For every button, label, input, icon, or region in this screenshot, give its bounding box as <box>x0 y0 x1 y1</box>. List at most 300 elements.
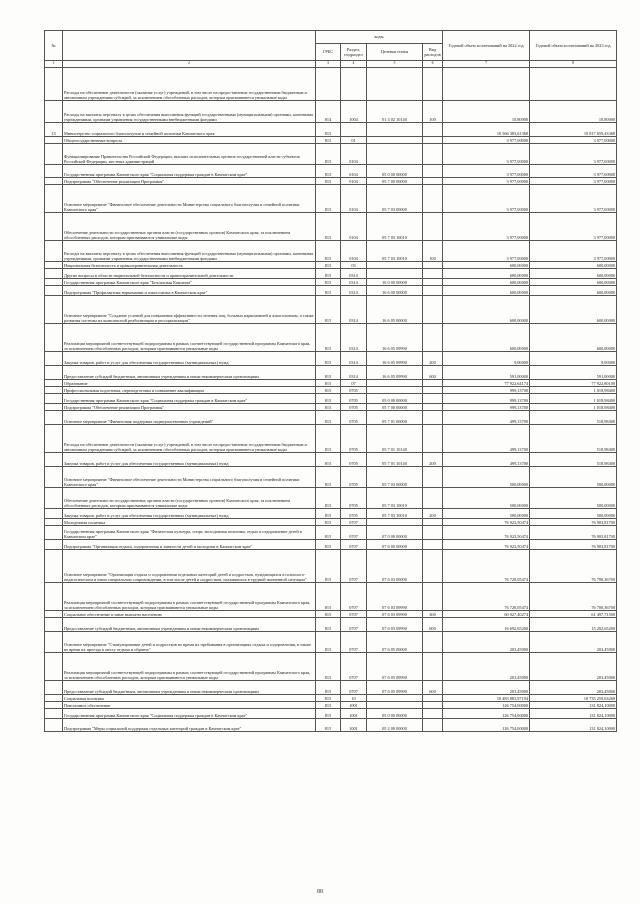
row-grbs: 815 <box>316 583 341 611</box>
row-target-article: 05 0 00 00000 <box>367 394 423 404</box>
row-sum-2022: 499,13700 <box>443 411 530 425</box>
row-grbs: 815 <box>316 241 341 262</box>
header-index-4: 4 <box>341 61 367 68</box>
row-name: Предоставление субсидий бюджетным, автономным учреждениям и иным некоммерческим организациям <box>63 618 316 632</box>
row-expense-type <box>423 165 443 178</box>
header-index-8: 8 <box>530 61 617 68</box>
table-row <box>45 611 617 618</box>
row-target-article: 07 6 00 00000 <box>367 540 423 550</box>
table-row <box>45 123 617 137</box>
row-sum-2023: 203,45000 <box>530 632 617 653</box>
row-grbs: 814 <box>316 101 341 123</box>
row-number <box>45 467 63 488</box>
row-sum-2023: 3 977,00000 <box>530 213 617 241</box>
row-name: Основное мероприятие "Финансовое обеспечение деятельности Министерства социального благополучия и семейной политики Камчатского края" <box>63 185 316 213</box>
row-sum-2022: 10,80000 <box>443 101 530 123</box>
row-number <box>45 387 63 394</box>
row-grbs: 815 <box>316 324 341 352</box>
row-grbs: 815 <box>316 123 341 137</box>
row-grbs: 815 <box>316 467 341 488</box>
row-sum-2022: 999,13700 <box>443 387 530 394</box>
row-number <box>45 404 63 411</box>
row-razdel: 0104 <box>341 213 367 241</box>
row-number <box>45 296 63 324</box>
row-sum-2023: 600,00000 <box>530 324 617 352</box>
row-sum-2022 <box>443 68 530 101</box>
row-expense-type <box>423 719 443 732</box>
row-expense-type <box>423 279 443 286</box>
row-grbs: 815 <box>316 137 341 144</box>
row-expense-type <box>423 380 443 387</box>
row-sum-2022: 499,13700 <box>443 425 530 453</box>
table-row <box>45 618 617 632</box>
header-grbs: ГРБС <box>316 44 341 61</box>
row-target-article: 16 6 00 00000 <box>367 286 423 296</box>
row-name: Образование <box>63 380 316 387</box>
row-grbs: 815 <box>316 540 341 550</box>
row-target-article: 07 6 05 00000 <box>367 632 423 653</box>
row-grbs: 815 <box>316 488 341 509</box>
row-target-article <box>367 380 423 387</box>
row-number <box>45 611 63 618</box>
row-grbs: 815 <box>316 653 341 681</box>
row-target-article <box>367 123 423 137</box>
row-grbs: 815 <box>316 262 341 269</box>
row-number <box>45 632 63 653</box>
row-razdel: 03 <box>341 262 367 269</box>
row-target-article <box>367 695 423 702</box>
row-expense-type <box>423 269 443 279</box>
row-sum-2022: 600,00000 <box>443 324 530 352</box>
row-razdel: 1001 <box>341 709 367 719</box>
row-number <box>45 453 63 467</box>
row-expense-type <box>423 702 443 709</box>
row-sum-2022: 591,00000 <box>443 366 530 380</box>
row-target-article: 07 6 05 09990 <box>367 681 423 695</box>
row-sum-2022: 3 977,00000 <box>443 185 530 213</box>
row-sum-2023: 10,80000 <box>530 101 617 123</box>
row-sum-2022: 600,00000 <box>443 279 530 286</box>
row-sum-2023: 1 018,98400 <box>530 387 617 394</box>
row-grbs: 815 <box>316 144 341 165</box>
row-expense-type <box>423 488 443 509</box>
row-name: Государственная программа Камчатского края "Социальная поддержка граждан в Камчатском крае" <box>63 165 316 178</box>
table-row <box>45 178 617 185</box>
row-razdel: 1001 <box>341 719 367 732</box>
row-expense-type <box>423 394 443 404</box>
row-target-article: 05 7 03 10010 <box>367 488 423 509</box>
row-name: Закупка товаров, работ и услуг для обеспечения государственных (муниципальных) нужд <box>63 509 316 519</box>
row-sum-2022: 76 720,05474 <box>443 583 530 611</box>
row-expense-type: 600 <box>423 681 443 695</box>
row-target-article <box>367 68 423 101</box>
row-target-article: 16 0 00 00000 <box>367 279 423 286</box>
row-expense-type: 300 <box>423 611 443 618</box>
row-number <box>45 380 63 387</box>
row-expense-type <box>423 526 443 540</box>
row-name: Другие вопросы в области национальной безопасности и правоохранительной деятельности <box>63 269 316 279</box>
row-razdel: 0104 <box>341 165 367 178</box>
row-expense-type <box>423 550 443 583</box>
table-row <box>45 488 617 509</box>
row-number <box>45 425 63 453</box>
row-number <box>45 366 63 380</box>
row-number <box>45 213 63 241</box>
header-index-1: 1 <box>45 61 63 68</box>
table-row <box>45 101 617 123</box>
row-expense-type <box>423 519 443 526</box>
row-sum-2023: 131 824,10000 <box>530 709 617 719</box>
row-name: Подпрограмма "Меры социальной поддержки отдельных категорий граждан в Камчатском крае" <box>63 719 316 732</box>
page-number: 88 <box>317 889 323 895</box>
table-row <box>45 137 617 144</box>
row-name: Государственная программа Камчатского края "Социальная поддержка граждан в Камчатском крае" <box>63 709 316 719</box>
row-target-article: 16 6 05 00000 <box>367 296 423 324</box>
row-name: Подпрограмма "Профилактика наркомании и алкоголизма в Камчатском крае" <box>63 286 316 296</box>
row-sum-2022: 999,13700 <box>443 394 530 404</box>
row-target-article: 05 2 00 00000 <box>367 719 423 732</box>
header-sum-2023: Годовой объем ассигнований на 2023 год <box>530 31 617 61</box>
table-row <box>45 213 617 241</box>
table-row <box>45 144 617 165</box>
row-sum-2022: 126 754,00000 <box>443 702 530 709</box>
header-vid: Вид расходов <box>423 44 443 61</box>
row-sum-2023: 591,00000 <box>530 366 617 380</box>
row-target-article: 16 6 05 09990 <box>367 352 423 366</box>
row-grbs: 815 <box>316 618 341 632</box>
row-grbs: 815 <box>316 296 341 324</box>
row-target-article: 05 7 03 10010 <box>367 213 423 241</box>
header-index-5: 5 <box>367 61 423 68</box>
row-sum-2022: 600,00000 <box>443 296 530 324</box>
row-sum-2022: 500,00000 <box>443 488 530 509</box>
row-target-article <box>367 137 423 144</box>
row-sum-2023: 76 700,36700 <box>530 550 617 583</box>
row-razdel: 0314 <box>341 296 367 324</box>
row-expense-type <box>423 404 443 411</box>
row-number <box>45 509 63 519</box>
row-sum-2023: 15 202,65200 <box>530 618 617 632</box>
row-expense-type: 100 <box>423 101 443 123</box>
table-row <box>45 324 617 352</box>
row-name: Подпрограмма "Обеспечение реализации Программы" <box>63 178 316 185</box>
row-sum-2022: 60 027,40274 <box>443 611 530 618</box>
table-row <box>45 653 617 681</box>
row-sum-2023: 518,98400 <box>530 453 617 467</box>
row-name: Подпрограмма "Обеспечение реализации Программы" <box>63 404 316 411</box>
row-expense-type: 200 <box>423 352 443 366</box>
row-razdel: 07 <box>341 380 367 387</box>
row-sum-2022: 9,00000 <box>443 352 530 366</box>
table-row <box>45 453 617 467</box>
row-name: Пенсионное обеспечение <box>63 702 316 709</box>
row-name: Государственная программа Камчатского края "Социальная поддержка граждан в Камчатском крае" <box>63 394 316 404</box>
row-grbs: 815 <box>316 611 341 618</box>
row-sum-2023: 1 018,98400 <box>530 404 617 411</box>
row-number <box>45 185 63 213</box>
row-razdel: 0705 <box>341 411 367 425</box>
row-razdel <box>341 68 367 101</box>
row-sum-2022: 10 483 883,97194 <box>443 695 530 702</box>
row-grbs: 815 <box>316 550 341 583</box>
row-name: Реализация мероприятий соответствующей подпрограммы в рамках соответствующей государственной программы Камчатского края, за исключением обособленных расходов, которым присваиваются уникальные коды <box>63 324 316 352</box>
row-sum-2022: 3 977,00000 <box>443 144 530 165</box>
row-expense-type: 200 <box>423 453 443 467</box>
row-expense-type <box>423 185 443 213</box>
row-expense-type <box>423 653 443 681</box>
table-row <box>45 380 617 387</box>
row-razdel: 0707 <box>341 618 367 632</box>
row-razdel: 0314 <box>341 269 367 279</box>
row-razdel: 0104 <box>341 241 367 262</box>
row-name: Основное мероприятие "Финансовая поддержка подведомственных учреждений" <box>63 411 316 425</box>
row-target-article <box>367 144 423 165</box>
table-row <box>45 550 617 583</box>
row-name: Основное мероприятие "Создание условий для повышения эффективности лечения лиц, больных наркоманией и алкоголизмом, а также развития системы их комплексной реабилитации и ресоциализации" <box>63 296 316 324</box>
row-razdel <box>341 123 367 137</box>
row-sum-2023: 3 977,00000 <box>530 185 617 213</box>
row-grbs: 815 <box>316 681 341 695</box>
row-grbs: 815 <box>316 702 341 709</box>
row-expense-type <box>423 467 443 488</box>
header-index-2: 2 <box>63 61 316 68</box>
row-sum-2023: 76 700,36700 <box>530 583 617 611</box>
row-name: Общегосударственные вопросы <box>63 137 316 144</box>
row-sum-2023: 76 903,81700 <box>530 519 617 526</box>
row-number <box>45 653 63 681</box>
header-number: № <box>45 31 63 61</box>
row-razdel: 01 <box>341 137 367 144</box>
row-target-article: 05 7 01 10140 <box>367 425 423 453</box>
row-name: Государственная программа Камчатского края "Безопасная Камчатка" <box>63 279 316 286</box>
header-target: Целевая статья <box>367 44 423 61</box>
row-name: Обеспечение деятельности государственных органов власти (государственных органов) Камчатского края, за исключением обособленных расходов, которым присваиваются уникальные коды <box>63 488 316 509</box>
row-grbs: 815 <box>316 394 341 404</box>
row-razdel: 0707 <box>341 653 367 681</box>
table-row <box>45 269 617 279</box>
row-number <box>45 262 63 269</box>
row-grbs: 815 <box>316 404 341 411</box>
table-row <box>45 352 617 366</box>
row-target-article <box>367 262 423 269</box>
row-expense-type <box>423 137 443 144</box>
row-target-article: 05 7 03 00000 <box>367 467 423 488</box>
row-expense-type <box>423 144 443 165</box>
row-sum-2023: 77 922,80100 <box>530 380 617 387</box>
row-sum-2022: 3 977,00000 <box>443 213 530 241</box>
row-sum-2023: 1 018,98400 <box>530 394 617 404</box>
row-name: Расходы на выплаты персоналу в целях обеспечения выполнения функций государственными (муниципальными) органами, казенными учреждениями, органами управления государственными внебюджетными фондами <box>63 241 316 262</box>
row-target-article: 05 0 00 00000 <box>367 165 423 178</box>
row-name: Реализация мероприятий соответствующей подпрограммы в рамках соответствующей государственной программы Камчатского края, за исключением обособленных расходов, которым присваиваются уникальные коды <box>63 583 316 611</box>
row-grbs <box>316 68 341 101</box>
table-row <box>45 404 617 411</box>
row-target-article <box>367 269 423 279</box>
row-sum-2023: 518,98400 <box>530 411 617 425</box>
row-grbs: 815 <box>316 178 341 185</box>
row-razdel: 0707 <box>341 611 367 618</box>
row-sum-2023: 10 735 259,63268 <box>530 695 617 702</box>
row-name: Закупка товаров, работ и услуг для обеспечения государственных (муниципальных) нужд <box>63 352 316 366</box>
row-razdel: 1001 <box>341 702 367 709</box>
row-expense-type <box>423 123 443 137</box>
row-sum-2023: 3 977,00000 <box>530 241 617 262</box>
row-sum-2023: 3 977,00000 <box>530 178 617 185</box>
row-name: Закупка товаров, работ и услуг для обеспечения государственных (муниципальных) нужд <box>63 453 316 467</box>
row-name: Министерство социального благополучия и семейной политики Камчатского края <box>63 123 316 137</box>
row-number <box>45 324 63 352</box>
table-row <box>45 632 617 653</box>
row-number <box>45 681 63 695</box>
row-sum-2022: 203,45000 <box>443 653 530 681</box>
row-target-article: 07 0 00 00000 <box>367 526 423 540</box>
row-razdel: 0104 <box>341 185 367 213</box>
row-number <box>45 279 63 286</box>
row-sum-2022: 76 720,05474 <box>443 550 530 583</box>
row-number <box>45 488 63 509</box>
row-grbs: 815 <box>316 453 341 467</box>
row-razdel: 0705 <box>341 467 367 488</box>
row-sum-2022: 500,00000 <box>443 467 530 488</box>
row-sum-2022: 76 923,50474 <box>443 540 530 550</box>
row-grbs: 815 <box>316 366 341 380</box>
row-grbs: 815 <box>316 632 341 653</box>
table-row <box>45 411 617 425</box>
row-name: Реализация мероприятий соответствующей подпрограммы в рамках соответствующей государственной программы Камчатского края, за исключением обособленных расходов, которым присваиваются уникальные коды <box>63 653 316 681</box>
row-number <box>45 137 63 144</box>
budget-table <box>44 30 617 732</box>
row-expense-type: 600 <box>423 366 443 380</box>
row-grbs: 815 <box>316 425 341 453</box>
table-row <box>45 394 617 404</box>
row-razdel: 0707 <box>341 540 367 550</box>
row-razdel: 0705 <box>341 404 367 411</box>
row-sum-2023: 61 497,71500 <box>530 611 617 618</box>
header-codes: коды <box>316 31 443 44</box>
row-grbs: 815 <box>316 213 341 241</box>
row-expense-type <box>423 540 443 550</box>
row-name: Социальное обеспечение и иные выплаты населению <box>63 611 316 618</box>
row-expense-type: 200 <box>423 509 443 519</box>
row-grbs: 815 <box>316 269 341 279</box>
row-razdel: 0705 <box>341 387 367 394</box>
table-row <box>45 387 617 394</box>
row-razdel: 0314 <box>341 286 367 296</box>
row-razdel: 0707 <box>341 526 367 540</box>
row-target-article: 05 7 01 10140 <box>367 453 423 467</box>
row-target-article: 07 6 03 09990 <box>367 618 423 632</box>
table-row <box>45 583 617 611</box>
row-number <box>45 719 63 732</box>
row-name: Основное мероприятие "Стимулирование детей и подростков во время их пребывания в организациях отдыха и оздоровления, в также во время их проезда к месту отдыха и обратно" <box>63 632 316 653</box>
row-target-article: 05 7 03 10010 <box>367 241 423 262</box>
table-row <box>45 425 617 453</box>
header-index-3: 3 <box>316 61 341 68</box>
row-sum-2023: 600,00000 <box>530 269 617 279</box>
row-grbs: 815 <box>316 509 341 519</box>
row-razdel: 0707 <box>341 681 367 695</box>
table-row <box>45 467 617 488</box>
row-razdel: 10 <box>341 695 367 702</box>
row-number <box>45 286 63 296</box>
row-sum-2023: 600,00000 <box>530 279 617 286</box>
row-sum-2023 <box>530 68 617 101</box>
row-sum-2023: 518,98400 <box>530 425 617 453</box>
row-target-article: 05 7 00 00000 <box>367 404 423 411</box>
row-sum-2022: 10 566 383,61368 <box>443 123 530 137</box>
row-sum-2023: 203,45000 <box>530 681 617 695</box>
row-target-article: 01 4 02 10140 <box>367 101 423 123</box>
row-sum-2023: 3 977,00000 <box>530 165 617 178</box>
row-target-article: 05 0 00 00000 <box>367 709 423 719</box>
row-expense-type <box>423 286 443 296</box>
row-sum-2022: 999,13700 <box>443 404 530 411</box>
row-target-article: 07 6 03 09990 <box>367 583 423 611</box>
row-grbs: 815 <box>316 165 341 178</box>
row-expense-type <box>423 68 443 101</box>
row-sum-2022: 3 977,00000 <box>443 178 530 185</box>
table-row <box>45 695 617 702</box>
row-target-article: 07 6 03 09990 <box>367 611 423 618</box>
row-number <box>45 241 63 262</box>
row-target-article: 05 7 03 00000 <box>367 185 423 213</box>
row-sum-2023: 600,00000 <box>530 296 617 324</box>
row-razdel: 0104 <box>341 178 367 185</box>
row-expense-type <box>423 296 443 324</box>
row-name: Основное мероприятие "Финансовое обеспечение деятельности Министерства социального благополучия и семейной политики Камчатского края" <box>63 467 316 488</box>
row-sum-2023: 76 903,81700 <box>530 540 617 550</box>
row-sum-2022: 3 977,00000 <box>443 137 530 144</box>
row-sum-2022: 499,13700 <box>443 453 530 467</box>
row-sum-2023: 10 817 659,43368 <box>530 123 617 137</box>
row-number <box>45 165 63 178</box>
row-razdel: 0314 <box>341 366 367 380</box>
row-sum-2023: 131 824,10000 <box>530 702 617 709</box>
header-razdel: Раздел, подраздел <box>341 44 367 61</box>
row-grbs: 815 <box>316 387 341 394</box>
row-razdel: 0705 <box>341 488 367 509</box>
row-name: Расходы на выплаты персоналу в целях обеспечения выполнения функций государственными (муниципальными) органами, казенными учреждениями, органами управления государственными внебюджетными фондами <box>63 101 316 123</box>
row-name: Социальная политика <box>63 695 316 702</box>
row-sum-2023: 131 824,10000 <box>530 719 617 732</box>
row-sum-2022: 600,00000 <box>443 286 530 296</box>
table-row <box>45 366 617 380</box>
row-number <box>45 269 63 279</box>
table-row <box>45 279 617 286</box>
row-name: Расходы на обеспечение деятельности (оказание услуг) учреждений, в том числе на предоставление государственным бюджетным и автономным учреждениям субсидий, за исключением обособленных расходов, которым присваиваются уникальные коды <box>63 425 316 453</box>
row-name: Расходы на обеспечение деятельности (оказание услуг) учреждений, в том числе на предоставление государственным бюджетным и автономным учреждениям субсидий, за исключением обособленных расходов, которым присваиваются уникальные коды <box>63 68 316 101</box>
table-row <box>45 540 617 550</box>
row-sum-2023: 3 977,00000 <box>530 144 617 165</box>
row-number <box>45 352 63 366</box>
row-razdel: 0707 <box>341 632 367 653</box>
table-row <box>45 286 617 296</box>
table-row <box>45 241 617 262</box>
row-sum-2022: 126 754,00000 <box>443 709 530 719</box>
row-grbs: 815 <box>316 695 341 702</box>
row-expense-type <box>423 583 443 611</box>
row-razdel: 0705 <box>341 394 367 404</box>
row-target-article: 07 6 03 00000 <box>367 550 423 583</box>
table-row <box>45 68 617 101</box>
row-grbs: 815 <box>316 352 341 366</box>
row-target-article: 05 7 00 00000 <box>367 178 423 185</box>
row-sum-2022: 77 922,64174 <box>443 380 530 387</box>
row-sum-2022: 500,00000 <box>443 509 530 519</box>
row-sum-2023: 600,00000 <box>530 262 617 269</box>
row-number <box>45 526 63 540</box>
row-number <box>45 144 63 165</box>
